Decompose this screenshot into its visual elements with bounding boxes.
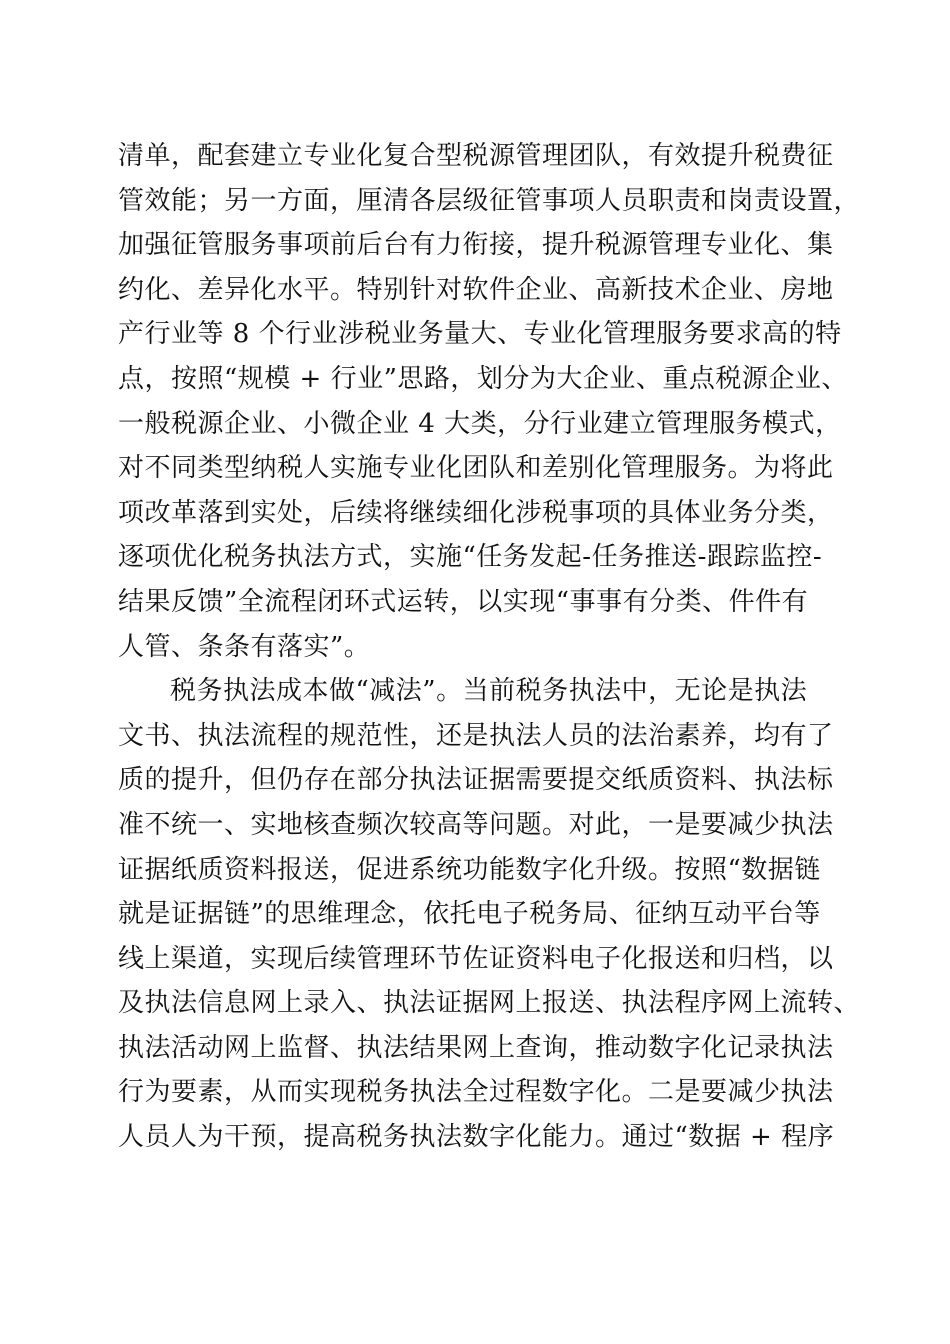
text-line: 人管、条条有落实”。 [118,631,371,662]
text-line: 对不同类型纳税人实施专业化团队和差别化管理服务。为将此 [118,453,834,484]
text-line: 人员人为干预，提高税务执法数字化能力。通过“数据 + 程序 [118,1122,835,1153]
text-line: 及执法信息网上录入、执法证据网上报送、执法程序网上流转、 [118,988,861,1019]
text-line: 税务执法成本做“减法”。当前税务执法中，无论是执法 [170,676,808,707]
text-line: 一般税源企业、小微企业 4 大类，分行业建立管理服务模式， [118,408,842,439]
text-line: 执法活动网上监督、执法结果网上查询，推动数字化记录执法 [118,1032,834,1063]
paragraph [118,669,861,1160]
text-line: 结果反馈”全流程闭环式运转，以实现“事事有分类、件件有 [118,586,809,617]
paragraph [118,134,861,669]
text-line: 产行业等 8 个行业涉税业务量大、专业化管理服务要求高的特 [118,319,842,350]
text-line: 逐项优化税务执法方式，实施“任务发起-任务推送-跟踪监控- [118,542,823,573]
text-line: 就是证据链”的思维理念，依托电子税务局、征纳互动平台等 [118,899,821,930]
text-line: 管效能；另一方面，厘清各层级征管事项人员职责和岗责设置， [118,185,861,216]
text-line: 加强征管服务事项前后台有力衔接，提升税源管理专业化、集 [118,230,834,261]
body-text [118,134,861,1160]
text-line: 文书、执法流程的规范性，还是执法人员的法治素养，均有了 [118,720,834,751]
text-line: 项改革落到实处，后续将继续细化涉税事项的具体业务分类， [118,497,834,528]
text-line: 清单，配套建立专业化复合型税源管理团队，有效提升税费征 [118,141,834,171]
text-line: 约化、差异化水平。特别针对软件企业、高新技术企业、房地 [118,274,834,305]
text-line: 证据纸质资料报送，促进系统功能数字化升级。按照“数据链 [118,854,821,885]
text-line: 质的提升，但仍存在部分执法证据需要提交纸质资料、执法标 [118,765,834,796]
text-line: 行为要素，从而实现税务执法全过程数字化。二是要减少执法 [118,1077,834,1108]
text-line: 点，按照“规模 + 行业”思路，划分为大企业、重点税源企业、 [118,363,848,394]
text-line: 准不统一、实地核查频次较高等问题。对此，一是要减少执法 [118,809,834,840]
text-line: 线上渠道，实现后续管理环节佐证资料电子化报送和归档，以 [118,943,834,974]
